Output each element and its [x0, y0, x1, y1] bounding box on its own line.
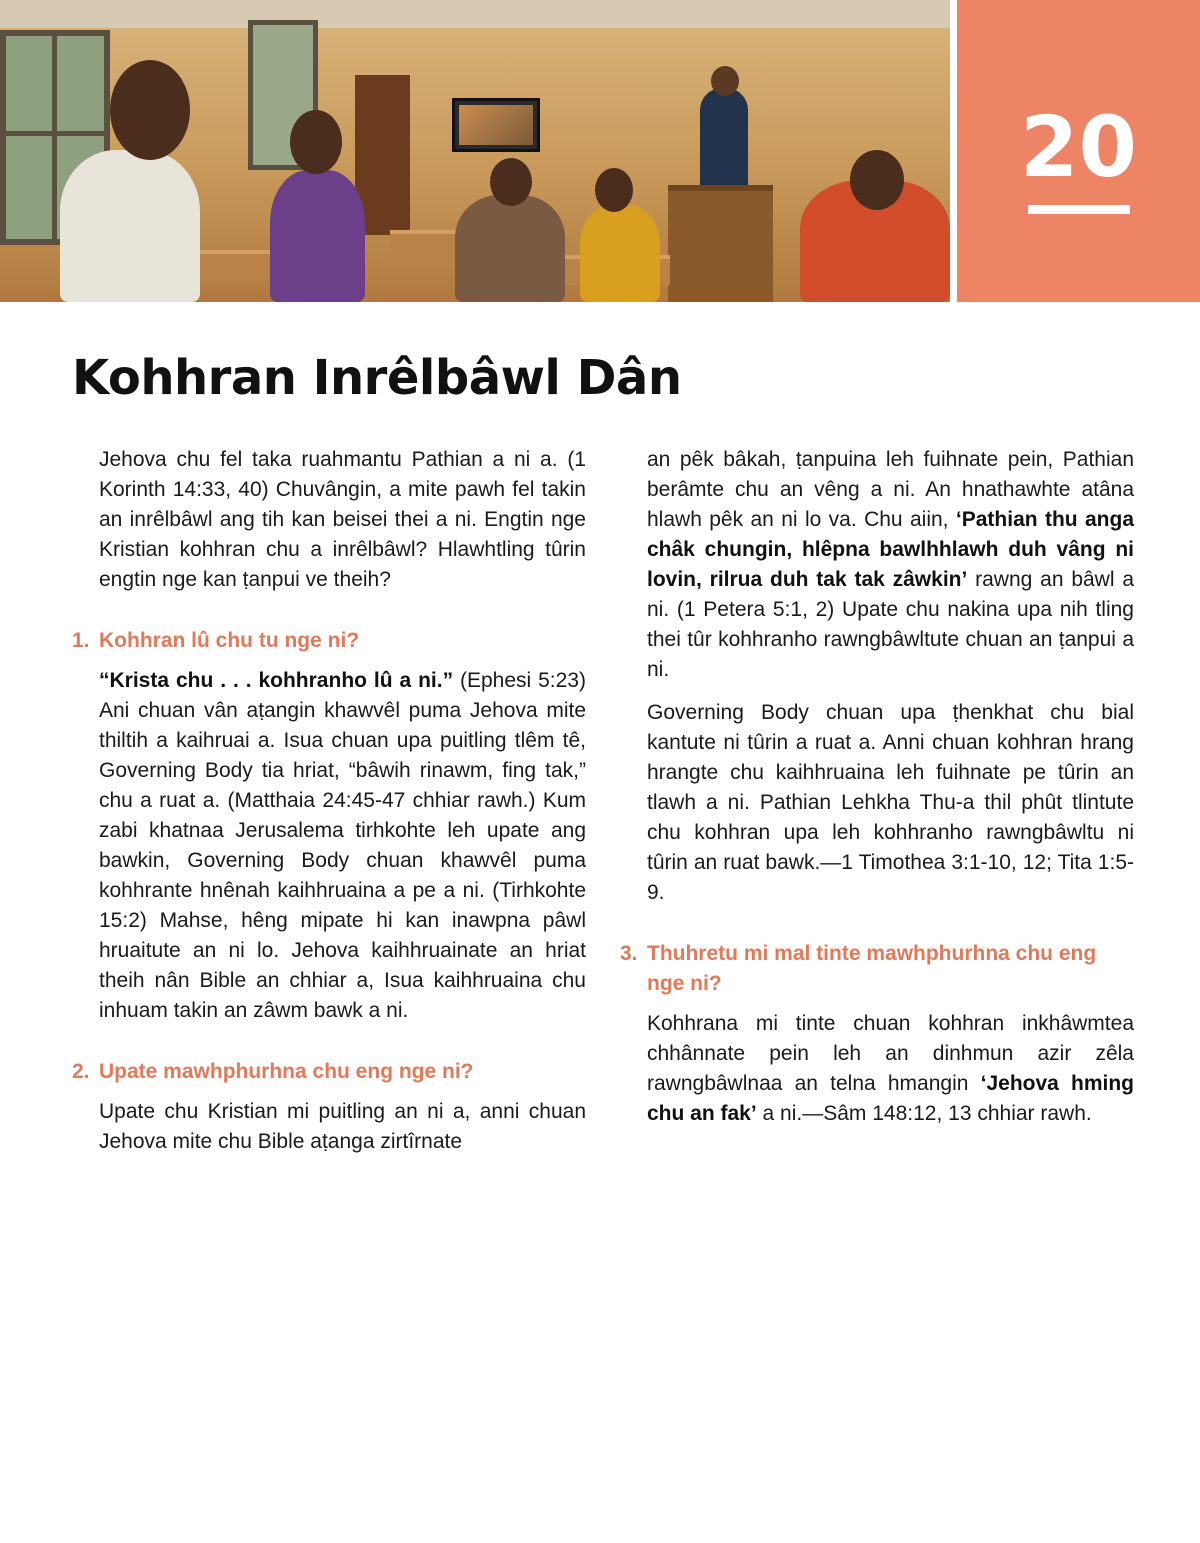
photo-speaker [700, 88, 748, 188]
left-column [72, 445, 586, 1170]
answer-3-text-a: Kohhrana mi tinte chuan kohhran inkhâwmtea chhânnate pein leh an dinhmun azir zêla rawngbâwlnaa an telna hmangin [647, 1012, 1134, 1095]
question-1 [72, 626, 586, 656]
photo-head [110, 60, 190, 160]
photo-head [595, 168, 633, 212]
photo-ceiling [0, 0, 950, 28]
answer-3-text-b: a ni.—Sâm 148:12, 13 chhiar rawh. [756, 1102, 1092, 1125]
right-column [620, 445, 1134, 1142]
answer-1-text: (Ephesi 5:23) Ani chuan vân aṭangin khawvêl puma Jehova mite thiltih a kaihruai a. Isua chuan upa puitling tlêm tê, Governing Body tia hriat, “bâwih rinawm, fing tak,” chu a ruat a. (Matthaia 24:45-47 chhiar rawh.) Kum zabi khatnaa Jerusalema tirhkohte leh upate ang bawkin, Governing Body chuan khawvêl puma kohhrante hnênah kaihhruaina a pe a ni. (Tirhkohte 15:2) Mahse, hêng mipate hi kan inawpna pâwl hruaitute an ni lo. Jehova kaihhruainate an hriat theih nân Bible an chhiar a, Isua kaihhruaina chu inhuam takin an zâwm bawk a ni. [99, 669, 586, 1022]
photo-person [580, 205, 660, 302]
question-3-text: Thuhretu mi mal tinte mawhphurhna chu eng nge ni? [647, 942, 1097, 995]
photo-video-screen [452, 98, 540, 152]
intro-paragraph: Jehova chu fel taka ruahmantu Pathian a ni a. (1 Korinth 14:33, 40) Chuvângin, a mite pawh fel takin an inrêlbâwl ang tih kan beisei thei a ni. Engtin nge Kristian kohhran chu a inrêlbâwl? Hlawhtling tûrin engtin nge kan ṭanpui ve theih? [99, 448, 586, 591]
chapter-badge [957, 0, 1200, 302]
question-3-number: 3. [620, 942, 638, 965]
answer-2-text-b: rawng an bâwl a ni. (1 Petera 5:1, 2) Upate chu nakina upa nih tling thei tûr kohhranho rawngbâwltute chuan an ṭanpui a ni. [647, 568, 1134, 681]
answer-2-quote: ‘Pathian thu anga châk chungin, hlêpna bawlhhlawh duh vâng ni lovin, rilrua duh tak tak zâwkin’ [647, 508, 1134, 591]
question-2-number: 2. [72, 1060, 90, 1083]
photo-head [490, 158, 532, 206]
photo-person [60, 150, 200, 302]
answer-2-paragraph-start: Upate chu Kristian mi puitling an ni a, anni chuan Jehova mite chu Bible aṭanga zirtîrnate [99, 1100, 586, 1153]
photo-head [290, 110, 342, 174]
question-1-text: Kohhran lû chu tu nge ni? [99, 629, 360, 652]
answer-2-text-a: an pêk bâkah, ṭanpuina leh fuihnate pein, Pathian berâmte chu an vêng a ni. An hnathawhte atâna hlawh pêk an ni lo va. Chu aiin, [647, 448, 1134, 531]
header-photo [0, 0, 950, 302]
question-3 [620, 939, 1134, 999]
answer-1-paragraph [99, 666, 586, 1026]
question-2-text: Upate mawhphurhna chu eng nge ni? [99, 1060, 474, 1083]
question-1-number: 1. [72, 629, 90, 652]
answer-1-quote: “Krista chu . . . kohhranho lû a ni.” [99, 669, 454, 692]
photo-person [270, 170, 365, 302]
question-2 [72, 1057, 586, 1087]
answer-3-paragraph [647, 1009, 1134, 1129]
photo-head [850, 150, 904, 210]
answer-3-quote: ‘Jehova hming chu an fak’ [647, 1072, 1135, 1125]
chapter-underline [1028, 205, 1130, 214]
photo-person [455, 195, 565, 302]
answer-2-paragraph-2: Governing Body chuan upa ṭhenkhat chu bial kantute ni tûrin a ruat a. Anni chuan kohhran hrang hrangte chu kaihhruaina leh fuihnate pe tûrin an tlawh a ni. Pathian Lehkha Thu-a thil phût tlintute chu kohhran upa leh kohhranho rawngbâwltu ni tûrin an ruat bawk.—1 Timothea 3:1-10, 12; Tita 1:5-9. [647, 701, 1134, 904]
photo-podium [668, 185, 773, 302]
page-title: Kohhran Inrêlbâwl Dân [72, 350, 682, 406]
answer-2-paragraph-continued [647, 445, 1134, 685]
chapter-number: 20 [1020, 98, 1137, 196]
